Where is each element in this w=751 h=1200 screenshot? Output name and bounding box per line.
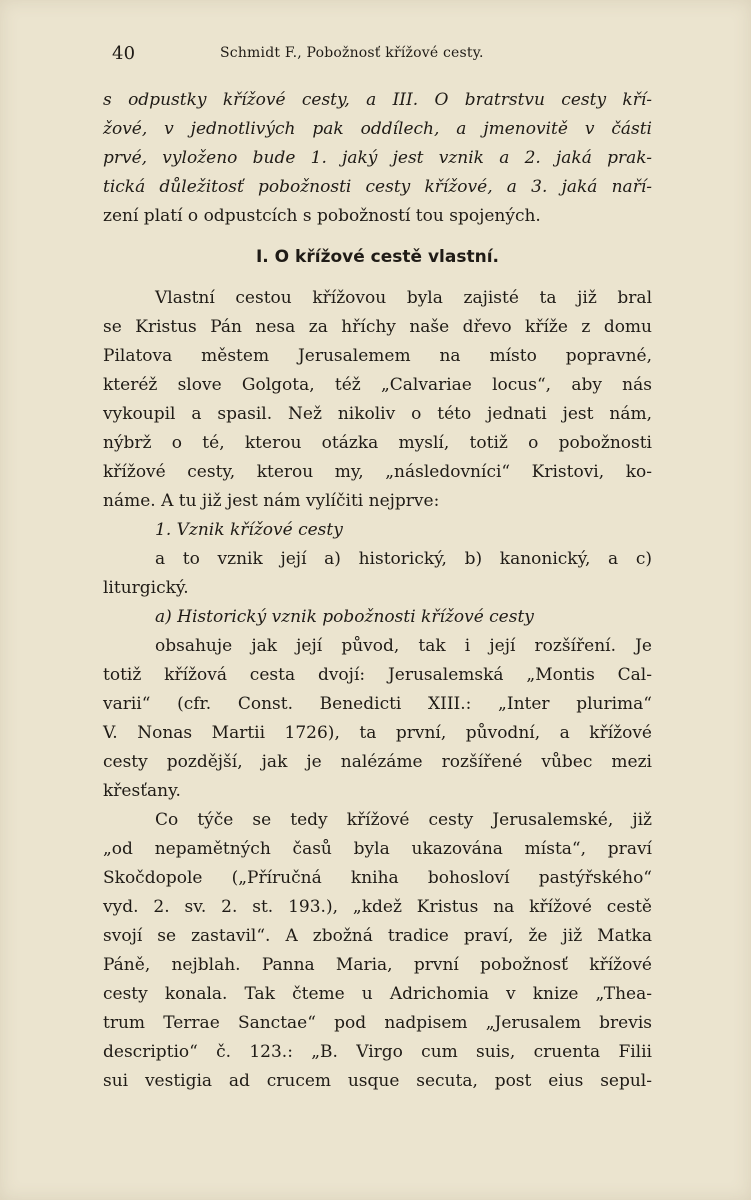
- text-line: prvé, vyloženo bude 1. jaký jest vznik a 2. jaká prak-: [103, 148, 652, 168]
- text-line: totiž křížová cesta dvojí: Jerusalemská „Montis Cal-: [103, 665, 652, 685]
- text-line: cesty pozdější, jak je nalézáme rozšířené vůbec mezi: [103, 752, 652, 772]
- subsection-heading: 1. Vznik křížové cesty: [155, 520, 343, 540]
- text-line: kteréž slove Golgota, též „Calvariae locus“, aby nás: [103, 375, 652, 395]
- section-heading: I. O křížové cestě vlastní.: [255, 247, 499, 267]
- text-line: vyd. 2. sv. 2. st. 193.), „kdež Kristus na křížové cestě: [103, 897, 652, 917]
- page-header: [112, 43, 652, 67]
- text-line: cesty konala. Tak čteme u Adrichomia v knize „Thea-: [103, 984, 652, 1004]
- text-line: křížové cesty, kterou my, „následovníci“ Kristovi, ko-: [103, 462, 652, 482]
- text-line: „od nepamětných časů byla ukazována místa“, praví: [103, 839, 652, 859]
- text-line: trum Terrae Sanctae“ pod nadpisem „Jerusalem brevis: [103, 1013, 652, 1033]
- text-line: sui vestigia ad crucem usque secuta, post eius sepul-: [103, 1071, 652, 1091]
- text-line: liturgický.: [103, 578, 189, 598]
- text-line: varii“ (cfr. Const. Benedicti XIII.: „Inter plurima“: [103, 694, 652, 714]
- text-line: Pilatova městem Jerusalemem na místo popravné,: [103, 346, 652, 366]
- text-line: tická důležitosť pobožnosti cesty křížové, a 3. jaká naří-: [103, 177, 652, 197]
- text-line: V. Nonas Martii 1726), ta první, původní, a křížové: [103, 723, 652, 743]
- text-line: zení platí o odpustcích s pobožností tou spojených.: [103, 206, 541, 226]
- text-line: nýbrž o té, kterou otázka myslí, totiž o pobožnosti: [103, 433, 652, 453]
- text-line: Co týče se tedy křížové cesty Jerusalemské, již: [155, 810, 652, 830]
- section-spacer: [103, 272, 652, 284]
- text-line: descriptio“ č. 123.: „B. Virgo cum suis, cruenta Filii: [103, 1042, 652, 1062]
- text-line: vykoupil a spasil. Než nikoliv o této jednati jest nám,: [103, 404, 652, 424]
- text-line: náme. A tu již jest nám vylíčiti nejprve:: [103, 491, 440, 511]
- text-line: obsahuje jak její původ, tak i její rozšíření. Je: [155, 636, 652, 656]
- text-line: svojí se zastavil“. A zbožná tradice praví, že již Matka: [103, 926, 652, 946]
- text-line: a to vznik její a) historický, b) kanonický, a c): [155, 549, 652, 569]
- text-line: žové, v jednotlivých pak oddílech, a jmenovitě v části: [103, 119, 652, 139]
- section-spacer: [103, 231, 652, 243]
- page-number: 40: [112, 43, 136, 64]
- subsection-heading: a) Historický vznik pobožnosti křížové cesty: [155, 607, 534, 627]
- running-head: Schmidt F., Pobožnosť křížové cesty.: [220, 45, 484, 61]
- text-line: Vlastní cestou křížovou byla zajisté ta již bral: [155, 288, 652, 308]
- text-line: křesťany.: [103, 781, 181, 801]
- text-line: s odpustky křížové cesty, a III. O bratrstvu cesty kří-: [103, 90, 652, 110]
- document-body: [103, 86, 652, 1096]
- text-line: Skočdopole („Příručná kniha bohosloví pastýřského“: [103, 868, 652, 888]
- text-line: Páně, nejblah. Panna Maria, první pobožnosť křížové: [103, 955, 652, 975]
- text-line: se Kristus Pán nesa za hříchy naše dřevo kříže z domu: [103, 317, 652, 337]
